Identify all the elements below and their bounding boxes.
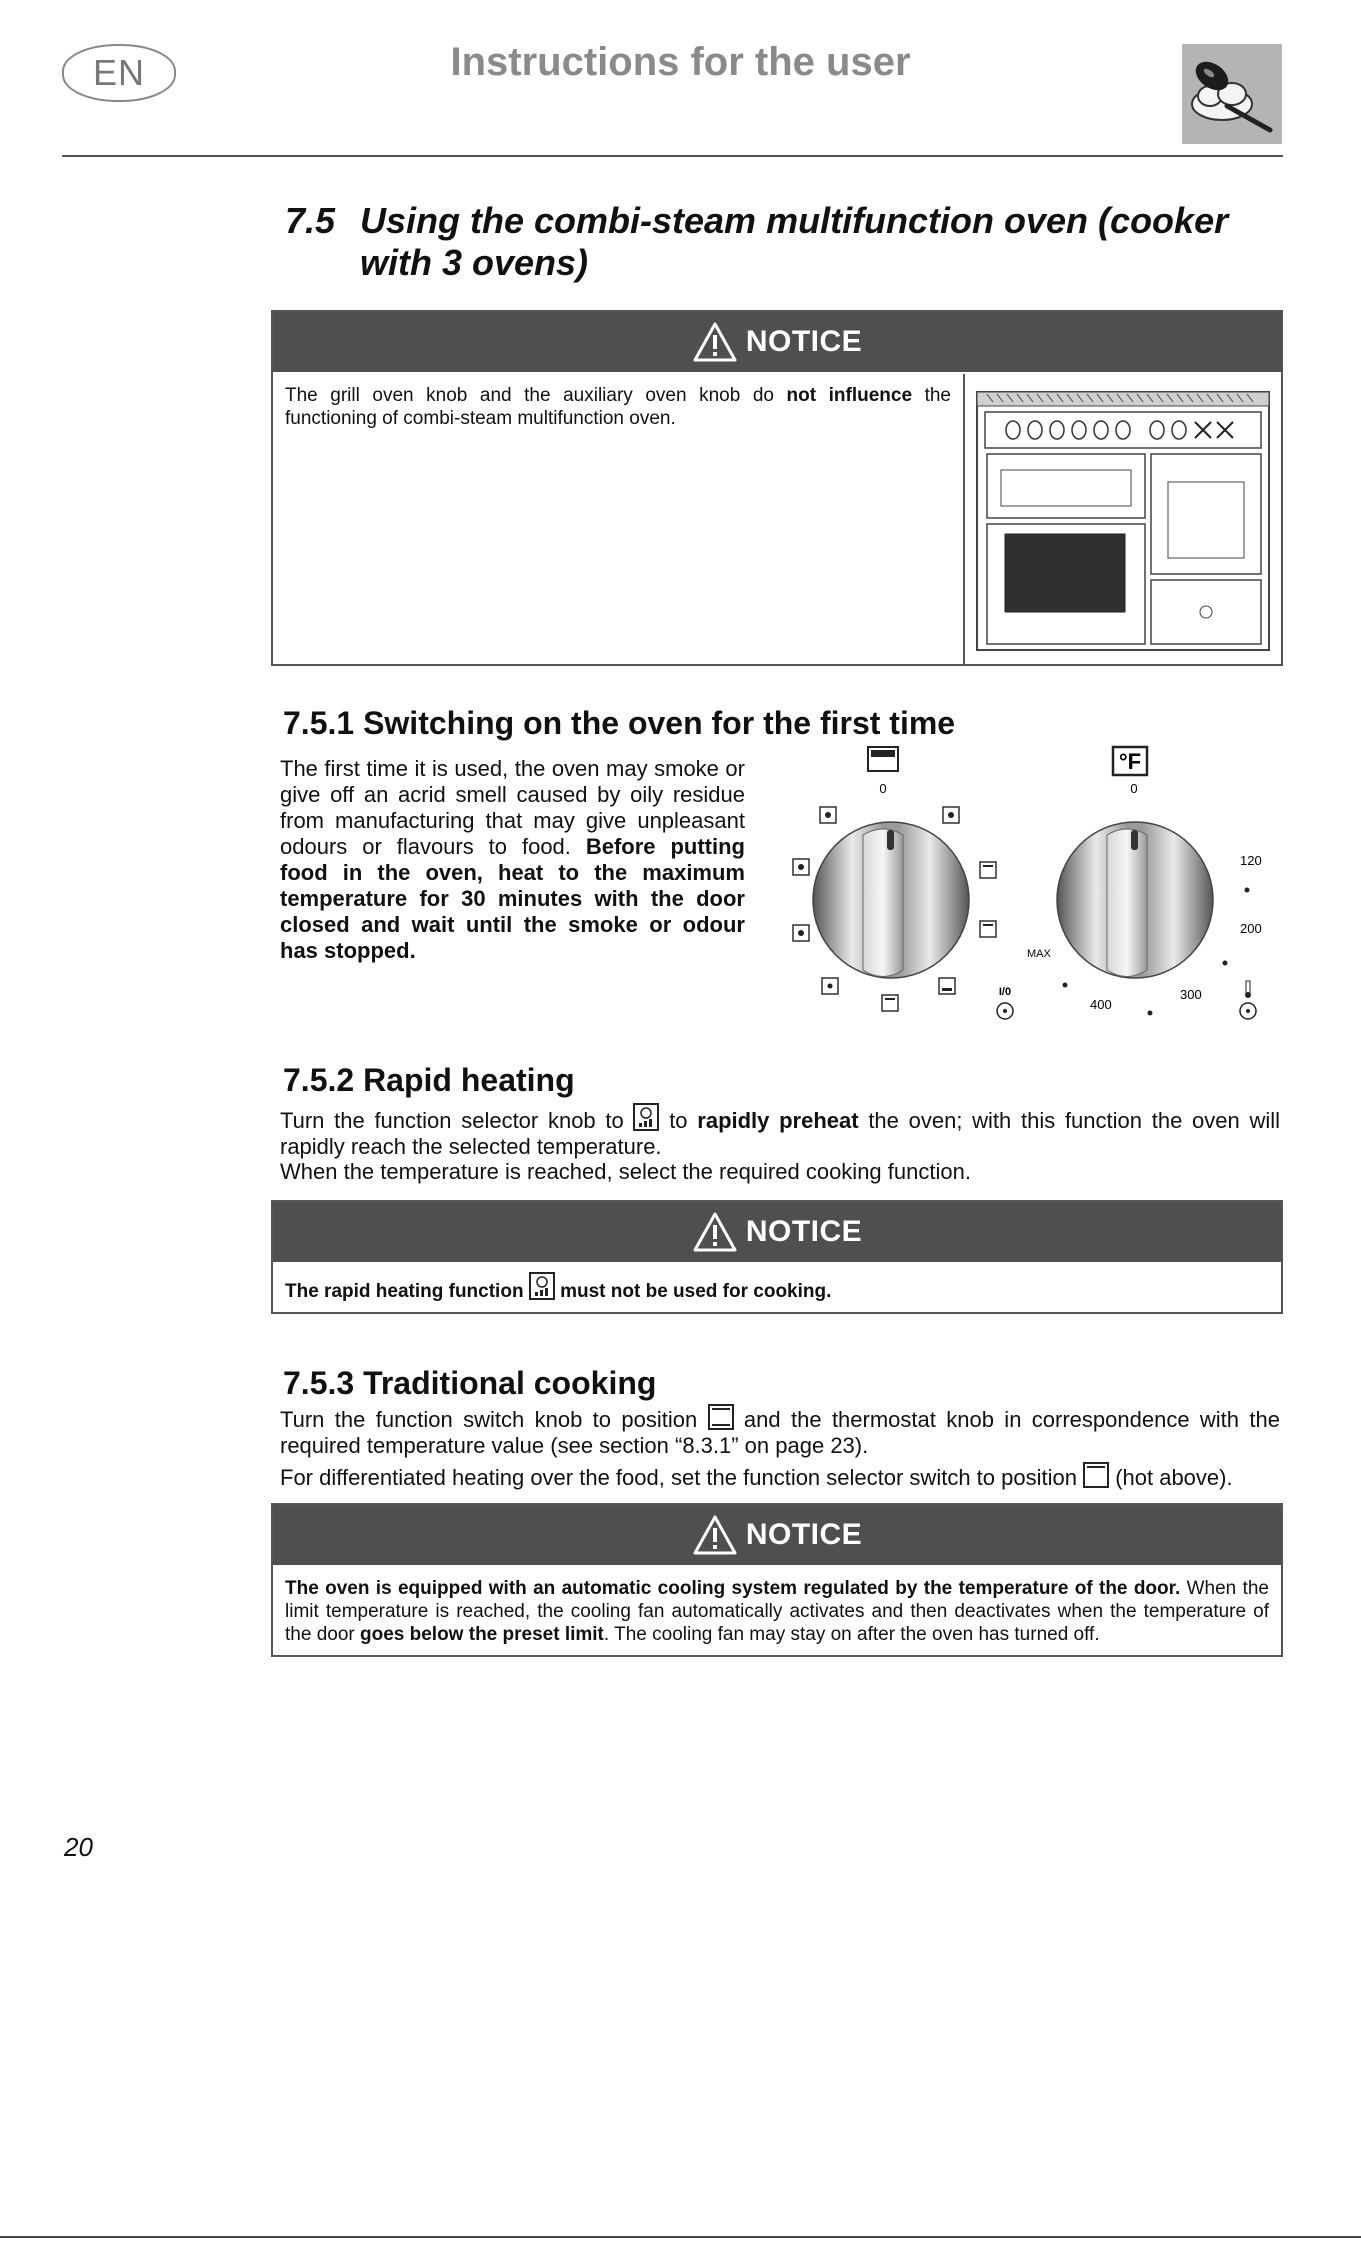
section-title: Using the combi-steam multifunction oven (cooker with 3 ovens) bbox=[360, 200, 1229, 283]
thermostat-knob bbox=[1027, 747, 1262, 1019]
cooker-icon bbox=[973, 384, 1273, 654]
subsection-title: 7.5.1 Switching on the oven for the first time bbox=[283, 705, 956, 741]
function-selector-knob bbox=[793, 747, 1013, 1019]
temp-400: 400 bbox=[1090, 997, 1112, 1012]
onoff-label: I/0 bbox=[998, 986, 1012, 998]
knobs-diagram bbox=[785, 745, 1285, 1045]
subsection-title: 7.5.3 Traditional cooking bbox=[283, 1365, 657, 1401]
language-label: EN bbox=[92, 52, 145, 93]
subsection-title: 7.5.2 Rapid heating bbox=[283, 1062, 575, 1098]
notice-label: NOTICE bbox=[745, 1518, 863, 1551]
temp-200: 200 bbox=[1240, 921, 1262, 936]
rapid-heating-icon bbox=[529, 1272, 555, 1300]
notice-text: The rapid heating function must not be used for cooking. bbox=[285, 1272, 831, 1303]
traditional-cooking-icon bbox=[708, 1404, 734, 1430]
footer-divider bbox=[0, 2236, 1361, 2238]
cooker-illustration bbox=[973, 384, 1273, 654]
notice-header bbox=[273, 1202, 1281, 1262]
temp-300: 300 bbox=[1180, 987, 1202, 1002]
oven-knobs-illustration bbox=[785, 745, 1285, 1045]
notice-label: NOTICE bbox=[745, 325, 863, 358]
temp-120: 120 bbox=[1240, 853, 1262, 868]
paragraph: For differentiated heating over the food, set the function selector switch to position (hot above). bbox=[280, 1462, 1280, 1491]
page-header-title: Instructions for the user bbox=[450, 40, 911, 84]
paragraph: Turn the function selector knob to to rapidly preheat the oven; with this function the oven will rapidly reach the selected temperature. bbox=[280, 1103, 1280, 1160]
paragraph: Turn the function switch knob to position and the thermostat knob in correspondence with the required temperature value (see section “8.3.1” on page 23). bbox=[280, 1404, 1280, 1459]
notice-label: NOTICE bbox=[745, 1215, 863, 1248]
notice-box bbox=[271, 1503, 1283, 1657]
warning-icon bbox=[692, 321, 738, 363]
notice-column-divider bbox=[963, 374, 965, 664]
notice-box bbox=[271, 310, 1283, 666]
thermostat-zero: 0 bbox=[1130, 781, 1138, 796]
notice-box bbox=[271, 1200, 1283, 1314]
notice-text: The oven is equipped with an automatic cooling system regulated by the temperature of the door. When the limit temperature is reached, the cooling fan automatically activates and then deactivates when the temperature of the door goes below the preset limit. The cooling fan may stay on after the oven has turned off. bbox=[285, 1578, 1269, 1645]
notice-header bbox=[273, 312, 1281, 372]
paragraph: When the temperature is reached, select the required cooking function. bbox=[280, 1159, 971, 1184]
notice-text: The grill oven knob and the auxiliary oven knob do not influence the functioning of combi-steam multifunction oven. bbox=[285, 385, 951, 429]
page-number: 20 bbox=[64, 1832, 93, 1862]
chef-hat-icon bbox=[1182, 44, 1282, 144]
thermostat-unit: °F bbox=[1118, 749, 1142, 774]
paragraph: The first time it is used, the oven may smoke or give off an acrid smell caused by oily residue from manufacturing that may give unpleasant odours or flavours to food. Before putting food in the oven, heat to the maximum temperature for 30 minutes with the door closed and wait until the smoke or odour has stopped. bbox=[280, 756, 745, 963]
top-heating-icon bbox=[1083, 1462, 1109, 1488]
chef-spoon-logo bbox=[1182, 44, 1282, 144]
warning-icon bbox=[692, 1514, 738, 1556]
rapid-heating-icon bbox=[633, 1103, 659, 1131]
function-knob-zero: 0 bbox=[879, 781, 887, 796]
warning-icon bbox=[692, 1211, 738, 1253]
max-label: MAX bbox=[1027, 948, 1051, 960]
header-divider bbox=[62, 155, 1283, 157]
notice-header bbox=[273, 1505, 1281, 1565]
section-number: 7.5 bbox=[285, 200, 336, 241]
